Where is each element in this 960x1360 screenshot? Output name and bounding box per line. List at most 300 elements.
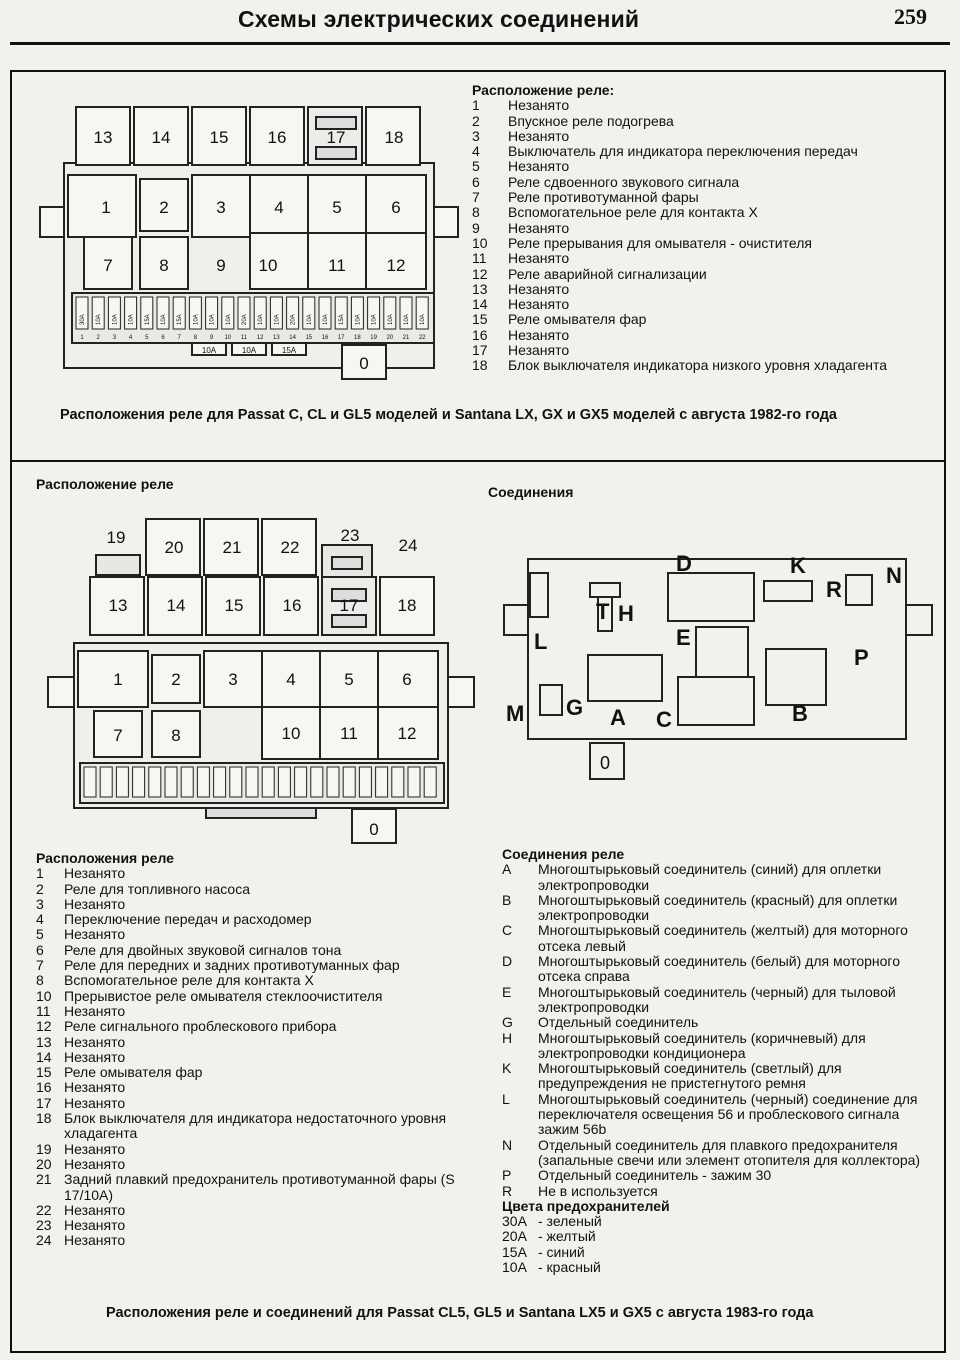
slot-label: 13 (108, 596, 128, 615)
fuse-rating: 10A (306, 314, 313, 325)
list-item-text: Незанято (508, 342, 570, 359)
connector-letter: K (790, 553, 806, 578)
list-item-text: Многоштырьковый соединитель (желтый) для моторного отсека левый (538, 922, 908, 954)
list-item (36, 989, 476, 1004)
connections-title: Соединения реле (502, 846, 625, 862)
list-item (502, 923, 930, 954)
slot-label: 2 (159, 198, 169, 217)
slot-label: 15 (209, 128, 229, 147)
slot-label: 16 (282, 596, 302, 615)
fuse-number: 13 (273, 335, 280, 341)
list-item (36, 1142, 476, 1157)
fuse-number: 1 (80, 335, 84, 341)
fuse-number: 2 (96, 335, 100, 341)
page-title: Схемы электрических соединений (238, 6, 640, 32)
list-item-number: 5 (472, 158, 480, 175)
list-item-number: 19 (36, 1140, 52, 1157)
bottom-fuse-rating: 10A (241, 346, 257, 355)
list-item-number: 24 (36, 1232, 52, 1249)
list-item-text: Реле омывателя фар (508, 311, 647, 328)
fuse-number: 12 (256, 335, 264, 341)
fuse (278, 767, 290, 797)
list-item (472, 328, 942, 343)
list-item-text: Многоштырьковый соединитель (коричневый) для электропроводки кондиционера (538, 1029, 866, 1061)
list-item (36, 1004, 476, 1019)
list-item-number: 12 (36, 1018, 52, 1035)
list-item (472, 343, 942, 358)
section-divider (10, 460, 946, 462)
fuse-colors-title: Цвета предохранителей (502, 1197, 670, 1214)
list-item-text: Вспомогательное реле для контакта X (508, 204, 758, 221)
slot-label: 1 (113, 670, 123, 689)
slot-label: 18 (384, 128, 404, 147)
list-item-number: 2 (36, 880, 44, 897)
list-item-text: Многоштырьковый соединитель (белый) для моторного отсека справа (538, 953, 901, 985)
fuse-rating: 10A (355, 314, 362, 325)
list-item-number: 23 (36, 1217, 52, 1234)
slot-label: 6 (402, 670, 412, 689)
fuse-number: 17 (337, 335, 345, 341)
header-rule (10, 42, 950, 45)
list-item-number: 11 (36, 1002, 51, 1019)
slot-label: 17 (339, 596, 359, 615)
fuse-rating: 10A (209, 314, 216, 325)
list-item-text: Прерывистое реле омывателя стеклоочистителя (64, 987, 383, 1004)
list-item-text: Реле прерывания для омывателя - очистителя (508, 234, 812, 251)
fuse-rating: 10A (404, 314, 410, 325)
list-item (36, 1096, 476, 1111)
fuse-number: 6 (161, 335, 165, 341)
connector-letter: H (618, 601, 634, 626)
list-item-number: 13 (36, 1033, 52, 1050)
list-item (502, 1061, 930, 1092)
list-item-text: Незанято (64, 1094, 126, 1111)
connector-letter: B (792, 701, 808, 726)
list-item (36, 1080, 476, 1095)
list-item-text: Многоштырьковый соединитель (светлый) для предупреждения не пристегнутого ремня (538, 1060, 842, 1092)
fuse-number: 14 (289, 335, 296, 341)
list-item-text: - зеленый (538, 1213, 602, 1230)
bottom-relay-list (36, 851, 476, 1249)
list-item-text: Вспомогательное реле для контакта X (64, 972, 314, 989)
list-item-number: 14 (36, 1048, 52, 1065)
fuse (230, 767, 242, 797)
list-item (502, 1229, 930, 1244)
list-item (36, 1203, 476, 1218)
list-item (36, 943, 476, 958)
list-item-number: 17 (36, 1094, 52, 1111)
list-item (36, 927, 476, 942)
list-item-text: Незанято (64, 1217, 126, 1234)
list-item (502, 1168, 930, 1183)
list-item-number: A (502, 861, 512, 878)
slot-label: 8 (159, 256, 169, 275)
slot-label: 9 (216, 256, 226, 275)
list-item (472, 98, 942, 113)
list-item (502, 1260, 930, 1275)
list-item-text: Незанято (508, 219, 570, 236)
fuse-rating: 10A (128, 314, 135, 325)
list-item (502, 862, 930, 893)
list-item-number: 16 (36, 1079, 52, 1096)
list-item-text: Переключение передач и расходомер (64, 911, 312, 928)
list-item-number: P (502, 1167, 512, 1184)
list-item-text: Не в используется (538, 1182, 658, 1199)
list-item-number: B (502, 891, 512, 908)
list-item-text: Незанято (508, 158, 570, 175)
list-item (36, 1050, 476, 1065)
bottom-fuse-rating: 15A (281, 346, 297, 355)
list-item (36, 1035, 476, 1050)
top-caption: Расположения реле для Passat C, CL и GL5 моделей и Santana LX, GX и GX5 моделей с августа 1982-го года (60, 407, 837, 423)
bottom-caption: Расположения реле и соединений для Passat CL5, GL5 и Santana LX5 и GX5 с августа 1983-го года (106, 1305, 814, 1321)
list-item-number: H (502, 1029, 513, 1046)
fuse-rating: 10A (274, 314, 281, 325)
fuse (408, 767, 420, 797)
fuse-number: 8 (193, 335, 198, 341)
fuse-rating: 10A (161, 314, 167, 325)
slot-label: 4 (274, 198, 284, 217)
connector-letter: M (506, 701, 525, 726)
connector-letter: D (676, 551, 692, 576)
slot-label: 3 (228, 670, 238, 689)
list-item-text: Незанято (64, 865, 126, 882)
list-item-text: Многоштырьковый соединитель (черный) для тыловой электропроводки (538, 983, 896, 1015)
connector-letter: E (676, 625, 691, 650)
fuse (246, 767, 258, 797)
list-item (472, 205, 942, 220)
fuse-rating: 10A (420, 314, 427, 325)
fuse-number: 11 (240, 335, 248, 341)
slot-label: 21 (222, 538, 242, 557)
fuse-number: 10 (224, 335, 232, 341)
list-item (472, 267, 942, 282)
connector-letter: A (610, 705, 626, 730)
list-item-number: C (502, 922, 513, 939)
slot-label: 22 (280, 538, 300, 557)
list-item (472, 190, 942, 205)
slot-label: 11 (340, 724, 358, 743)
fuse-number: 3 (112, 335, 117, 341)
list-item-number: 3 (36, 895, 44, 912)
list-item-text: Незанято (64, 1155, 126, 1172)
fuse (100, 767, 112, 797)
list-item-number: 6 (472, 173, 480, 190)
list-item-number: 3 (472, 127, 480, 144)
list-item-number: 30A (502, 1213, 527, 1230)
slot-label: 13 (93, 128, 113, 147)
list-item-number: 18 (472, 357, 488, 374)
fuse (181, 767, 193, 797)
list-item (472, 282, 942, 297)
list-item-number: 20 (36, 1155, 52, 1172)
list-item (36, 1157, 476, 1172)
list-item-number: 5 (36, 926, 44, 943)
list-item-text: Реле сигнального проблескового прибора (64, 1018, 337, 1035)
list-item-number: 10 (36, 987, 52, 1004)
slot-label: 12 (397, 724, 417, 743)
list-item-text: Незанято (508, 127, 570, 144)
list-item (472, 175, 942, 190)
list-item-number: 14 (472, 296, 488, 313)
fuse-number: 16 (321, 335, 329, 341)
connections-diagram (500, 545, 940, 780)
list-item-text: Отдельный соединитель - зажим 30 (538, 1167, 772, 1184)
page-number: 259 (894, 4, 927, 29)
list-item-number: R (502, 1182, 513, 1199)
list-item-number: 22 (36, 1201, 52, 1218)
fuse (84, 767, 96, 797)
list-item-number: 8 (472, 204, 480, 221)
list-item-number: 18 (36, 1110, 52, 1127)
list-item-text: Реле сдвоенного звукового сигнала (508, 173, 740, 190)
fuse-number: 5 (145, 335, 149, 341)
slot-label: 20 (164, 538, 184, 557)
slot-label: 2 (171, 670, 181, 689)
connector-letter: L (534, 629, 548, 654)
connector-letter: R (826, 577, 842, 602)
fuse (424, 767, 436, 797)
list-item-number: 13 (472, 280, 488, 297)
fuse (214, 767, 226, 797)
list-item-text: Многоштырьковый соединитель (красный) для оплетки электропроводки (538, 891, 898, 924)
fuse-rating: 10A (112, 314, 119, 325)
list-item (502, 1184, 930, 1199)
slot-label: 15 (224, 596, 244, 615)
list-item-text: Незанято (64, 1002, 126, 1019)
list-item (472, 159, 942, 174)
list-item (472, 236, 942, 251)
fuse-number: 7 (177, 335, 181, 341)
fuse (359, 767, 371, 797)
list-item (36, 912, 476, 927)
list-item-text: Реле для передних и задних противотуманных фар (64, 957, 400, 974)
list-item-number: 7 (472, 189, 480, 206)
fuse (327, 767, 339, 797)
list-item (472, 114, 942, 129)
fuse-rating: 20A (290, 314, 297, 325)
slot-label: 14 (151, 128, 171, 147)
list-item-text: Незанято (64, 926, 126, 943)
slot-label: 6 (391, 198, 401, 217)
list-item (36, 1019, 476, 1034)
fuse-rating: 10A (193, 314, 200, 325)
connector-letter: T (596, 599, 610, 624)
list-item-number: 2 (472, 112, 480, 129)
fuse-number: 21 (402, 335, 410, 341)
list-item-number: 17 (472, 342, 488, 359)
list-item-number: 11 (472, 250, 487, 267)
list-item (36, 958, 476, 973)
list-item-text: Незанято (64, 1033, 126, 1050)
top-relay-diagram (36, 95, 476, 385)
list-item-text: Впускное реле подогрева (508, 112, 674, 129)
list-item (502, 893, 930, 924)
list-item (502, 1015, 930, 1030)
list-item-number: 15 (472, 311, 488, 328)
relays-title: Расположения реле (36, 850, 174, 866)
list-item-text: Незанято (508, 326, 570, 343)
list-item-number: 15 (36, 1064, 52, 1081)
slot-label: 1 (101, 198, 111, 217)
bottom-right-title: Соединения (488, 484, 574, 500)
list-item-text: Многоштырьковый соединитель (черный) соединение для переключателя освещения 56 и проблескового сигнала зажим 56b (538, 1090, 918, 1138)
list-item-text: Незанято (64, 1232, 126, 1249)
list-item-text: Отдельный соединитель (538, 1014, 699, 1031)
fuse-number: 19 (370, 335, 377, 341)
fuse-number: 9 (209, 335, 214, 341)
slot-label: 18 (397, 596, 417, 615)
fuse-number: 15 (305, 335, 313, 341)
list-item-text: Выключатель для индикатора переключения передач (508, 143, 858, 160)
list-item (36, 1111, 476, 1142)
fuse (311, 767, 323, 797)
list-item (36, 1172, 476, 1203)
list-item (472, 312, 942, 327)
list-item (502, 1214, 930, 1229)
fuse (376, 767, 388, 797)
fuse (197, 767, 209, 797)
list-item (502, 954, 930, 985)
list-item-number: 16 (472, 326, 488, 343)
fuse-rating: 10A (225, 314, 232, 325)
fuse-rating: 30A (80, 314, 86, 325)
fuse-number: 18 (354, 335, 361, 341)
fuse-rating: 20A (242, 314, 248, 325)
list-item-number: 15A (502, 1243, 527, 1260)
list-item-number: 8 (36, 972, 44, 989)
list-item (472, 358, 942, 373)
list-item-number: 6 (36, 941, 44, 958)
fuse-number: 22 (418, 335, 426, 341)
slot-label: 19 (106, 528, 126, 547)
list-item-text: Незанято (64, 1079, 126, 1096)
slot-label: 10 (258, 256, 278, 275)
list-item-text: Отдельный соединитель для плавкого предохранителя (запальные свечи или элемент отопителя для коллектора) (538, 1136, 921, 1168)
list-item-number: 20A (502, 1228, 527, 1245)
slot-label: 7 (103, 256, 113, 275)
list-item (502, 1031, 930, 1062)
list-item (36, 1233, 476, 1248)
bottom-left-title: Расположение реле (36, 476, 174, 492)
slot-label: 3 (216, 198, 226, 217)
list-item-number: 21 (36, 1171, 52, 1188)
list-item-text: Незанято (508, 280, 570, 297)
fuse (116, 767, 128, 797)
connector-label: 0 (359, 354, 369, 373)
connector-letter: G (566, 695, 584, 720)
connector-letter: N (886, 563, 902, 588)
list-item-number: L (502, 1090, 510, 1107)
slot-label: 8 (171, 726, 181, 745)
list-item (36, 1218, 476, 1233)
fuse-rating: 15A (144, 314, 151, 325)
slot-label: 12 (386, 256, 406, 275)
list-item-number: 7 (36, 957, 44, 974)
list-item-text: Блок выключателя для индикатора недостаточного уровня хладагента (64, 1110, 447, 1142)
fuse-rating: 15A (177, 314, 184, 325)
fuse (295, 767, 307, 797)
fuse (392, 767, 404, 797)
fuse-rating: 10A (371, 314, 378, 325)
bottom-relay-diagram (46, 515, 476, 845)
fuse-rating: 15A (339, 314, 346, 325)
list-item-text: - красный (538, 1259, 601, 1276)
list-item (472, 251, 942, 266)
list-item (36, 866, 476, 881)
list-item (472, 129, 942, 144)
list-item-text: - синий (538, 1243, 585, 1260)
list-item (36, 882, 476, 897)
list-item (36, 1065, 476, 1080)
list-item-text: Реле омывателя фар (64, 1064, 203, 1081)
list-item-number: 1 (472, 97, 480, 114)
slot-label: 11 (328, 256, 346, 275)
list-item-number: N (502, 1136, 513, 1153)
connections-list (502, 847, 930, 1275)
slot-label: 7 (113, 726, 123, 745)
connector-label: 0 (600, 753, 611, 773)
list-item-text: - желтый (538, 1228, 596, 1245)
list-item-text: Незанято (64, 1140, 126, 1157)
top-relay-list (472, 83, 942, 374)
list-item-number: K (502, 1060, 512, 1077)
list-item-number: 10A (502, 1259, 527, 1276)
list-item-text: Незанято (64, 1048, 126, 1065)
list-item-number: D (502, 953, 513, 970)
slot-label: 23 (340, 526, 360, 545)
list-item (36, 973, 476, 988)
list-item-text: Реле для топливного насоса (64, 880, 250, 897)
fuse (149, 767, 161, 797)
top-list-title: Расположение реле: (472, 82, 615, 98)
list-item-number: E (502, 983, 512, 1000)
list-item-text: Незанято (64, 895, 126, 912)
slot-label: 5 (344, 670, 354, 689)
slot-label: 14 (166, 596, 186, 615)
list-item (502, 985, 930, 1016)
fuse-number: 4 (128, 335, 133, 341)
list-item-number: 9 (472, 219, 480, 236)
fuse-number: 20 (386, 335, 394, 341)
bottom-fuse-rating: 10A (201, 346, 217, 355)
fuse-rating: 10A (323, 314, 329, 325)
list-item-number: G (502, 1014, 513, 1031)
list-item-text: Незанято (64, 1201, 126, 1218)
fuse (133, 767, 145, 797)
connector-letter: P (854, 645, 869, 670)
list-item (472, 221, 942, 236)
list-item (502, 1092, 930, 1138)
list-item (472, 297, 942, 312)
list-item-text: Реле для двойных звуковой сигналов тона (64, 941, 342, 958)
slot-label: 5 (332, 198, 342, 217)
fuse-rating: 10A (96, 314, 103, 325)
slot-label: 4 (286, 670, 296, 689)
list-item-text: Блок выключателя индикатора низкого уровня хладагента (508, 357, 888, 374)
list-item-number: 4 (36, 911, 44, 928)
slot-label: 24 (398, 536, 418, 555)
list-item-text: Незанято (508, 296, 570, 313)
list-item-number: 1 (36, 865, 44, 882)
list-item-text: Реле противотуманной фары (508, 189, 699, 206)
connector-label: 0 (369, 820, 379, 839)
slot-label: 17 (326, 128, 346, 147)
list-item (472, 144, 942, 159)
list-item (36, 897, 476, 912)
list-item-number: 10 (472, 234, 488, 251)
list-item-text: Реле аварийной сигнализации (508, 265, 707, 282)
